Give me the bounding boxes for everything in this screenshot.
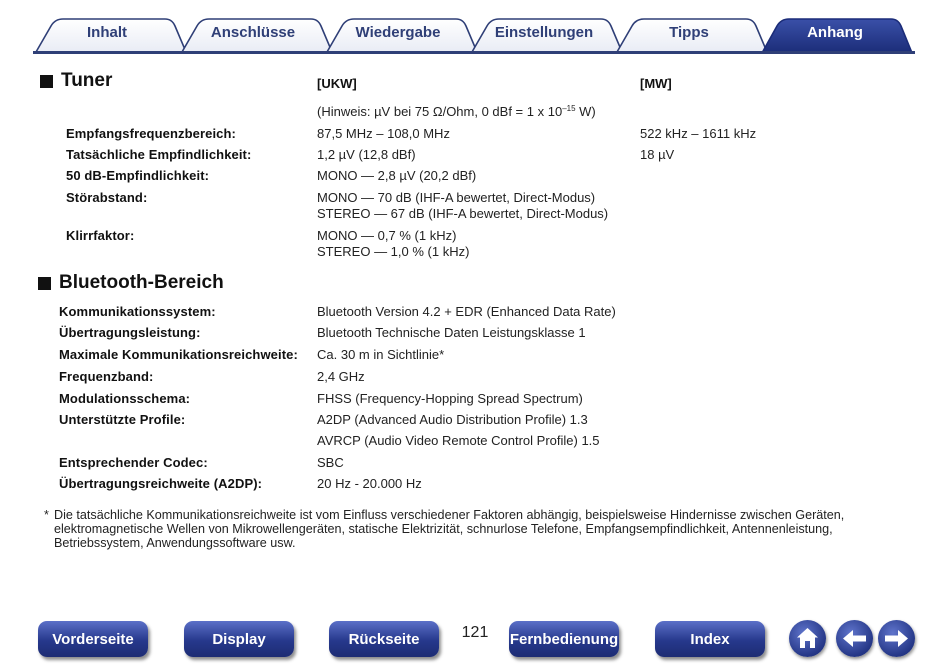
footnote [44, 508, 904, 550]
tab-anhang[interactable]: Anhang [807, 24, 863, 41]
tuner-mw-value: 18 µV [640, 147, 675, 162]
tuner-ukw-value: STEREO — 1,0 % (1 kHz) [317, 244, 470, 259]
page-number: 121 [461, 624, 489, 641]
home-icon [789, 620, 826, 657]
tuner-hint [317, 104, 596, 119]
tuner-label: Tatsächliche Empfindlichkeit: [66, 147, 252, 162]
forward-button[interactable] [878, 620, 915, 657]
nav-rueckseite-button[interactable]: Rückseite [329, 621, 439, 657]
tab-bar [0, 0, 950, 56]
bluetooth-label: Übertragungsleistung: [59, 325, 201, 340]
tuner-mw-value: 522 kHz – 1611 kHz [640, 126, 757, 141]
bluetooth-value: AVRCP (Audio Video Remote Control Profile) 1.5 [317, 433, 600, 448]
bluetooth-label: Maximale Kommunikationsreichweite: [59, 347, 298, 362]
tuner-label: Störabstand: [66, 190, 148, 205]
bluetooth-label: Modulationsschema: [59, 391, 191, 406]
back-button[interactable] [836, 620, 873, 657]
footnote-star: * [44, 508, 49, 522]
hint-prefix: (Hinweis: µV bei 75 Ω/Ohm, 0 dBf = 1 x 10 [317, 104, 563, 119]
section-square-icon [40, 75, 53, 88]
tuner-label: Klirrfaktor: [66, 228, 135, 243]
nav-display-button[interactable]: Display [184, 621, 294, 657]
bluetooth-label: Entsprechender Codec: [59, 455, 208, 470]
bluetooth-value: FHSS (Frequency-Hopping Spread Spectrum) [317, 391, 583, 406]
tab-einstellungen[interactable]: Einstellungen [494, 24, 594, 41]
nav-vorderseite-button[interactable]: Vorderseite [38, 621, 148, 657]
tab-inhalt[interactable]: Inhalt [87, 24, 127, 41]
tab-tipps[interactable]: Tipps [669, 24, 709, 41]
arrow-right-icon [878, 620, 915, 657]
footnote-line: Die tatsächliche Kommunikationsreichweite ist vom Einfluss verschiedener Faktoren abhängig, beispielsweise Hindernisse zwischen Geräten, [54, 508, 845, 522]
ukw-column-header: [UKW] [317, 76, 357, 91]
tab-anschluesse[interactable]: Anschlüsse [210, 24, 296, 41]
bluetooth-label: Kommunikationssystem: [59, 304, 216, 319]
tab-baseline [33, 51, 915, 54]
bluetooth-value: Bluetooth Technische Daten Leistungsklasse 1 [317, 325, 586, 340]
tab-wiedergabe[interactable]: Wiedergabe [355, 24, 441, 41]
tuner-ukw-value: MONO — 70 dB (IHF-A bewertet, Direct-Modus) [317, 190, 596, 205]
tuner-ukw-value: MONO — 2,8 µV (20,2 dBf) [317, 168, 477, 183]
bluetooth-title: Bluetooth-Bereich [59, 272, 224, 293]
bluetooth-value: SBC [317, 455, 344, 470]
tuner-label: 50 dB-Empfindlichkeit: [66, 168, 210, 183]
home-button[interactable] [789, 620, 826, 657]
tuner-ukw-value: STEREO — 67 dB (IHF-A bewertet, Direct-Modus) [317, 206, 609, 221]
section-square-icon [38, 277, 51, 290]
nav-index-button[interactable]: Index [655, 621, 765, 657]
bluetooth-heading [38, 272, 224, 294]
bluetooth-value: Bluetooth Version 4.2 + EDR (Enhanced Data Rate) [317, 304, 616, 319]
tuner-ukw-value: MONO — 0,7 % (1 kHz) [317, 228, 457, 243]
tuner-ukw-value: 87,5 MHz – 108,0 MHz [317, 126, 450, 141]
bluetooth-label: Unterstützte Profile: [59, 412, 186, 427]
bluetooth-value: A2DP (Advanced Audio Distribution Profile) 1.3 [317, 412, 588, 427]
bluetooth-label: Übertragungsreichweite (A2DP): [59, 476, 263, 491]
footnote-line: elektromagnetische Wellen von Mikrowellengeräten, statische Elektrizität, schnurlose Telefone, Empfangsempfindlichkeit, Antennenleistung, [54, 522, 833, 536]
bluetooth-value: 2,4 GHz [317, 369, 365, 384]
tuner-ukw-value: 1,2 µV (12,8 dBf) [317, 147, 416, 162]
nav-fernbedienung-button[interactable]: Fernbedienung [509, 621, 619, 657]
arrow-left-icon [836, 620, 873, 657]
bluetooth-value: 20 Hz - 20.000 Hz [317, 476, 422, 491]
hint-exponent: –15 [562, 104, 576, 113]
bluetooth-value: Ca. 30 m in Sichtlinie* [317, 347, 445, 362]
hint-suffix: W) [575, 104, 596, 119]
tuner-label: Empfangsfrequenzbereich: [66, 126, 236, 141]
bluetooth-label: Frequenzband: [59, 369, 154, 384]
footnote-line: Betriebssystem, Anwendungssoftware usw. [54, 536, 296, 550]
tuner-title: Tuner [61, 70, 113, 91]
mw-column-header: [MW] [640, 76, 672, 91]
tuner-heading [40, 70, 112, 92]
